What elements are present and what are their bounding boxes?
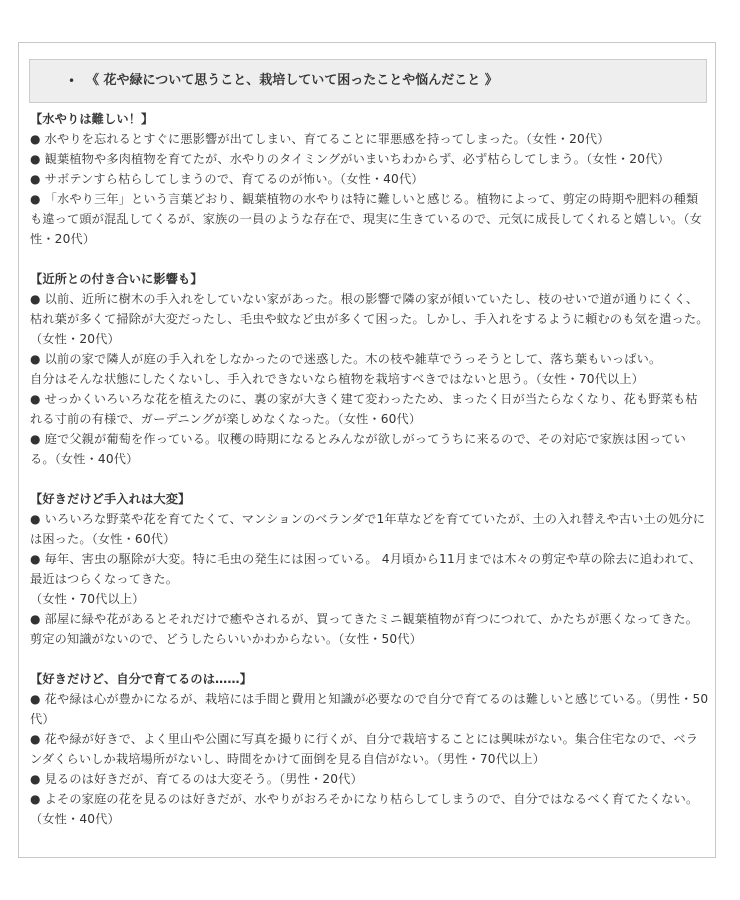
comment-item [30,789,710,829]
section-title: 【近所との付き合いに影響も】 [30,272,203,286]
comment-item [30,509,710,549]
comment-text: 花や緑は心が豊かになるが、栽培には手間と費用と知識が必要なので自分で育てるのは難しいと感じている。（男性・50代） [30,692,709,726]
comment-text: 「水やり三年」という言葉どおり、観葉植物の水やりは特に難しいと感じる。植物によって、剪定の時期や肥料の種類も違って頭が混乱してくるが、家族の一員のような存在で、現実に生きているので、元気に成長してくれると嬉しい。（女性・20代） [30,192,702,246]
bullet-dot-icon: ● [30,612,41,626]
comment-item [30,689,710,729]
bullet-dot-icon: ● [30,692,41,706]
article-box [18,42,716,858]
bullet-dot-icon: ● [30,432,41,446]
bullet-dot-icon: ● [30,292,41,306]
comment-item [30,189,710,249]
section-header [29,59,707,103]
bullet-icon: • [68,74,76,88]
comment-item [30,429,710,469]
comment-item [30,169,710,189]
comment-section [30,269,710,469]
bullet-dot-icon: ● [30,772,41,786]
bullet-dot-icon: ● [30,352,41,366]
comment-item [30,729,710,769]
bullet-dot-icon: ● [30,132,41,146]
comment-section [30,669,710,829]
comment-text: 水やりを忘れるとすぐに悪影響が出てしまい、育てることに罪悪感を持ってしまった。（女性・20代） [44,132,610,146]
bullet-dot-icon: ● [30,172,41,186]
header-title: 《 花や緑について思うこと、栽培していて困ったことや悩んだこと 》 [86,73,498,88]
bullet-dot-icon: ● [30,732,41,746]
bullet-dot-icon: ● [30,792,41,806]
bullet-dot-icon: ● [30,152,41,166]
bullet-dot-icon: ● [30,392,41,406]
bullet-dot-icon: ● [30,512,41,526]
comment-text: 毎年、害虫の駆除が大変。特に毛虫の発生には困っている。 4月頃から11月までは木々の剪定や草の除去に追われて、最近はつらくなってきた。 （女性・70代以上） [30,552,702,606]
comment-item [30,349,710,389]
comment-text: 見るのは好きだが、育てるのは大変そう。（男性・20代） [44,772,363,786]
section-title: 【好きだけど、自分で育てるのは……】 [30,672,253,686]
comment-text: いろいろな野菜や花を育てたくて、マンションのベランダで1年草などを育てていたが、土の入れ替えや古い土の処分には困った。（女性・60代） [30,512,706,546]
comment-text: 部屋に緑や花があるとそれだけで癒やされるが、買ってきたミニ観葉植物が育つにつれて、かたちが悪くなってきた。剪定の知識がないので、どうしたらいいかわからない。（女性・50代） [30,612,699,646]
comment-item [30,289,710,349]
comment-item [30,129,710,149]
section-title: 【好きだけど手入れは大変】 [30,492,191,506]
comment-item [30,769,710,789]
bullet-dot-icon: ● [30,192,41,206]
comment-text: 庭で父親が葡萄を作っている。収穫の時期になるとみんなが欲しがってうちに来るので、その対応で家族は困っている。（女性・40代） [30,432,686,466]
comment-text: 観葉植物や多肉植物を育てたが、水やりのタイミングがいまいちわからず、必ず枯らしてしまう。（女性・20代） [44,152,670,166]
comments-content [30,109,710,829]
comment-text: サボテンすら枯らしてしまうので、育てるのが怖い。（女性・40代） [44,172,424,186]
comment-section [30,489,710,649]
bullet-dot-icon: ● [30,552,41,566]
comment-text: 以前、近所に樹木の手入れをしていない家があった。根の影響で隣の家が傾いていたし、枝のせいで道が通りにくく、枯れ葉が多くて掃除が大変だったし、毛虫や蚊など虫が多くて困った。しかし、手入れをするように頼むのも気を遣った。（女性・20代） [30,292,709,346]
section-title: 【水やりは難しい！】 [30,112,154,126]
comment-text: よその家庭の花を見るのは好きだが、水やりがおろそかになり枯らしてしまうので、自分ではなるべく育てたくない。（女性・40代） [30,792,699,826]
comment-text: 花や緑が好きで、よく里山や公園に写真を撮りに行くが、自分で栽培することには興味がない。集合住宅なので、ベランダくらいしか栽培場所がないし、時間をかけて面倒を見る自信がない。（男性・70代以上） [30,732,699,766]
comment-text: 以前の家で隣人が庭の手入れをしなかったので迷惑した。木の枝や雑草でうっそうとして、落ち葉もいっぱい。 自分はそんな状態にしたくないし、手入れできないなら植物を栽培すべきではないと思う。（女性・70代以上） [30,352,662,386]
comment-text: せっかくいろいろな花を植えたのに、裏の家が大きく建て変わったため、まったく日が当たらなくなり、花も野菜も枯れる寸前の有様で、ガーデニングが楽しめなくなった。（女性・60代） [30,392,698,426]
comment-item [30,389,710,429]
comment-item [30,609,710,649]
comment-section [30,109,710,249]
comment-item [30,549,710,609]
comment-item [30,149,710,169]
